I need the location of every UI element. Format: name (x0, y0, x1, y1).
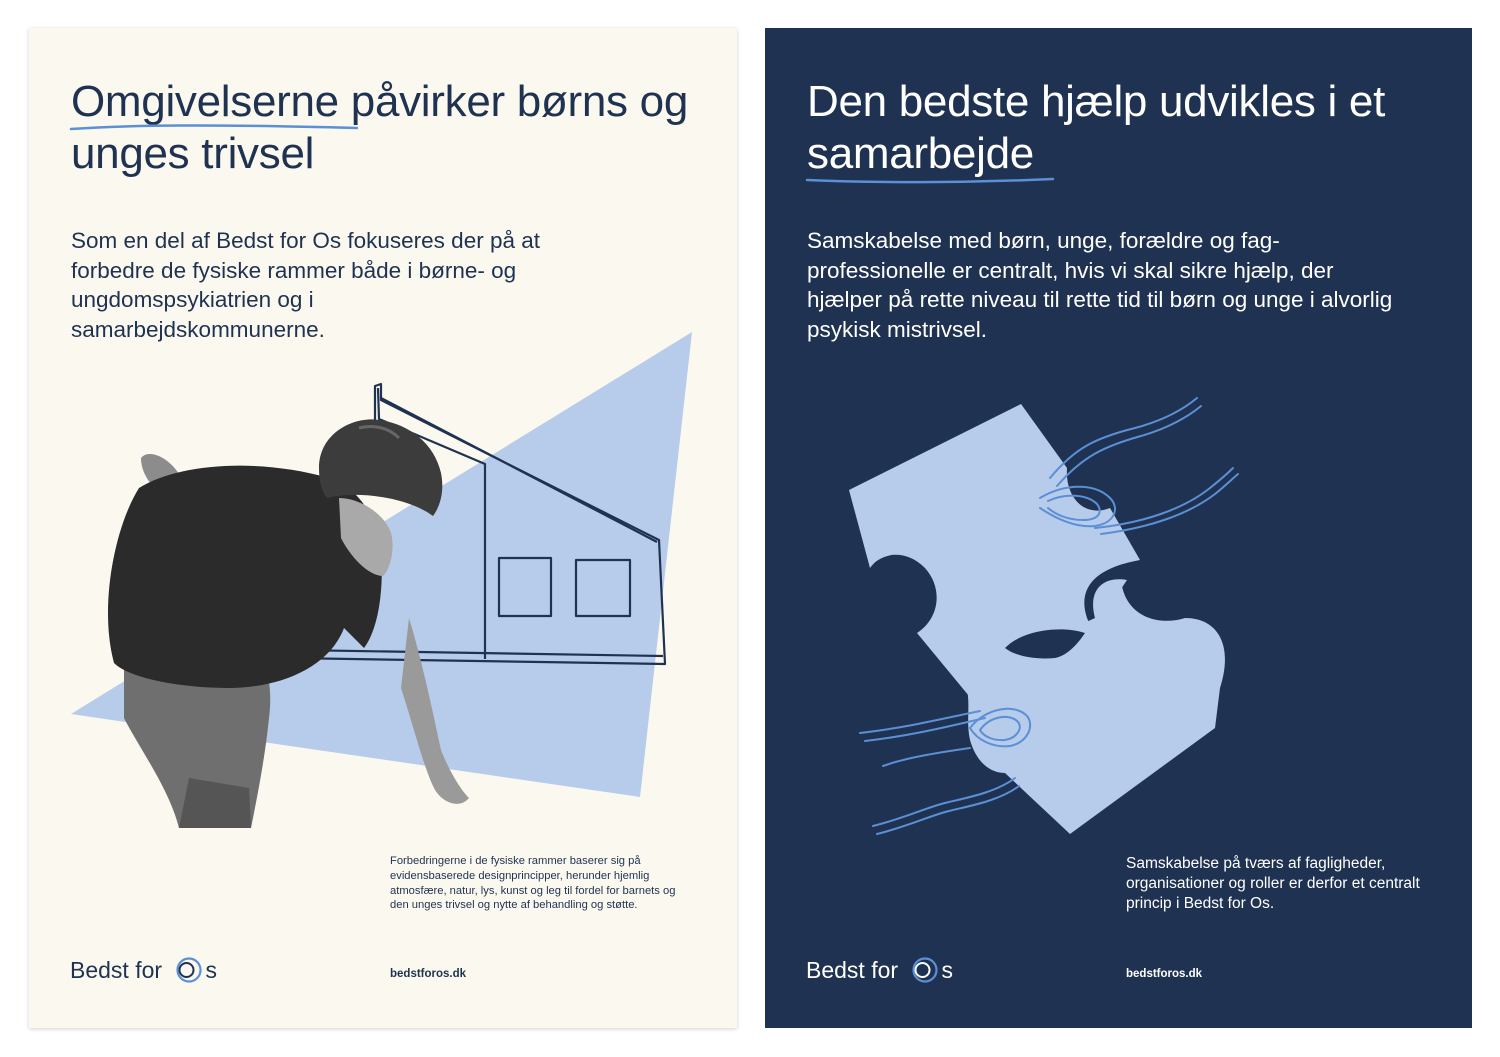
logo-text-prefix: Bedst for (806, 956, 905, 983)
poster-collaboration (765, 28, 1472, 1028)
logo-text-prefix: Bedst for (70, 956, 169, 983)
poster-caption: Samskabelse på tværs af fagligheder, organisationer og roller er derfor et centralt princip i Bedst for Os. (1126, 855, 1420, 912)
poster-headline: Omgivelserne påvirker børns og unges trivsel (71, 77, 689, 178)
website-url[interactable]: bedstforos.dk (1126, 968, 1203, 980)
logo-o-mark (910, 955, 940, 985)
highlighted-word: samarbejde (807, 128, 1034, 180)
logo-text-suffix: s (205, 956, 217, 983)
poster-intro: Samskabelse med børn, unge, forældre og fag-professionelle er centralt, hvis vi skal sikre hjælp, der hjælper på rette niveau til rette tid til børn og unge i alvorlig psykisk mistrivsel. (807, 228, 1393, 342)
website-url[interactable]: bedstforos.dk (390, 968, 467, 980)
poster-intro: Som en del af Bedst for Os fokuseres der på at forbedre de fysiske rammer både i børne- og ungdomspsykiatrien og i samarbejdskommunerne. (71, 228, 540, 342)
logo-text-suffix: s (941, 956, 953, 983)
poster-environment (29, 28, 737, 1028)
bedst-for-os-logo (806, 954, 953, 986)
hand-drawn-underline (805, 174, 1055, 188)
hand-drawn-underline (69, 122, 359, 136)
poster-headline: Den bedste hjælp udvikles i et samarbejde (807, 76, 1447, 180)
bedst-for-os-logo (70, 954, 217, 986)
highlighted-word: Omgivelserne (71, 76, 339, 128)
logo-o-mark (174, 955, 204, 985)
poster-caption: Forbedringerne i de fysiske rammer baserer sig på evidensbaserede designprincipper, herunder hjemlig atmosfære, natur, lys, kunst og leg til fordel for barnets og den unges trivsel og nytte af behandling og støtte. (390, 855, 676, 912)
